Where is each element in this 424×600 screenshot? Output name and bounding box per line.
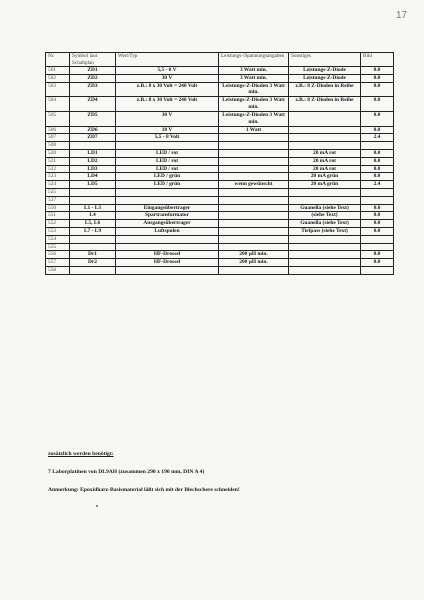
cell-bild [361, 142, 394, 150]
cell-wert [116, 142, 219, 150]
cell-nr: 503 [46, 82, 70, 97]
cell-wert: 30 V [116, 74, 219, 82]
cell-sonstiges: z.B.: 8 Z-Dioden in Reihe [289, 82, 361, 97]
cell-symbol [70, 196, 116, 204]
cell-wert: 30 V [116, 111, 219, 126]
table-row [46, 188, 394, 196]
cell-bild: 0.0 [361, 97, 394, 112]
cell-symbol [70, 235, 116, 243]
cell-symbol: LD5 [70, 181, 116, 189]
cell-leistung [219, 157, 289, 165]
cell-leistung [219, 212, 289, 220]
cell-nr: 525 [46, 188, 70, 196]
header-symbol: Symbol laut Schaltplan [70, 53, 116, 67]
table-row [46, 82, 394, 97]
cell-sonstiges: Guanella (siehe Text) [289, 220, 361, 228]
cell-bild: 0.0 [361, 251, 394, 259]
cell-wert: HF-Drossel [116, 251, 219, 259]
cell-sonstiges: 20 mA rot [289, 149, 361, 157]
cell-symbol: LD4 [70, 173, 116, 181]
note-platinen: 7 Laborplatinen von DL9AH (zusammen 290 x 190 mm, DIN A 4) [48, 469, 205, 475]
cell-sonstiges [289, 235, 361, 243]
cell-nr: 521 [46, 157, 70, 165]
cell-sonstiges [289, 266, 361, 274]
cell-symbol: Dr1 [70, 251, 116, 259]
header-bild: Bild [361, 53, 394, 67]
cell-symbol: L4 [70, 212, 116, 220]
table-row [46, 204, 394, 212]
cell-symbol: ZD5 [70, 111, 116, 126]
cell-nr: 524 [46, 181, 70, 189]
cell-leistung: 3 Watt min. [219, 74, 289, 82]
cell-nr: 522 [46, 165, 70, 173]
cell-wert: Spartransformator [116, 212, 219, 220]
cell-sonstiges [289, 259, 361, 267]
cell-bild [361, 235, 394, 243]
cell-nr: 552 [46, 220, 70, 228]
cell-sonstiges [289, 142, 361, 150]
cell-bild: 0.0 [361, 259, 394, 267]
cell-sonstiges [289, 111, 361, 126]
cell-nr: 554 [46, 235, 70, 243]
table-row [46, 67, 394, 75]
cell-nr: 502 [46, 74, 70, 82]
cell-sonstiges [289, 126, 361, 134]
cell-bild: 0.0 [361, 157, 394, 165]
cell-wert: Eingangsübertrager [116, 204, 219, 212]
cell-leistung [219, 227, 289, 235]
cell-wert [116, 188, 219, 196]
cell-leistung [219, 165, 289, 173]
table-row [46, 149, 394, 157]
stray-dot [96, 505, 98, 507]
cell-sonstiges: 20 mA rot [289, 157, 361, 165]
cell-symbol: L5, L6 [70, 220, 116, 228]
cell-sonstiges [289, 251, 361, 259]
cell-nr: 505 [46, 111, 70, 126]
cell-sonstiges: Tiefpass (siehe Text) [289, 227, 361, 235]
cell-nr: 555 [46, 243, 70, 251]
cell-wert [116, 243, 219, 251]
cell-nr: 506 [46, 126, 70, 134]
cell-symbol: L1 - L3 [70, 204, 116, 212]
cell-symbol: ZD4 [70, 97, 116, 112]
table-row [46, 235, 394, 243]
cell-wert: z.B.: 8 x 30 Volt = 240 Volt [116, 97, 219, 112]
cell-leistung: 200 µH min. [219, 251, 289, 259]
cell-wert: 5,5 - 8 Volt [116, 134, 219, 142]
cell-bild: 2.4 [361, 134, 394, 142]
cell-sonstiges: 20 mA grün [289, 181, 361, 189]
cell-nr: 527 [46, 196, 70, 204]
cell-wert: HF-Drossel [116, 259, 219, 267]
header-wert-typ: Wert/Typ [116, 53, 219, 67]
cell-bild: 0.0 [361, 212, 394, 220]
cell-symbol: ZD7 [70, 134, 116, 142]
table-row [46, 259, 394, 267]
table-row [46, 157, 394, 165]
cell-bild [361, 266, 394, 274]
cell-symbol: ZD1 [70, 67, 116, 75]
cell-bild: 0.0 [361, 111, 394, 126]
parts-list-table [45, 52, 394, 275]
cell-leistung: Leistungs-Z-Dioden 3 Watt min. [219, 111, 289, 126]
cell-wert [116, 266, 219, 274]
cell-symbol: Dr2 [70, 259, 116, 267]
cell-sonstiges: Leistungs-Z-Diode [289, 67, 361, 75]
cell-sonstiges [289, 196, 361, 204]
cell-sonstiges [289, 188, 361, 196]
page-number: 17 [396, 10, 408, 21]
cell-sonstiges: Leistungs-Z-Diode [289, 74, 361, 82]
cell-wert [116, 196, 219, 204]
table-row [46, 266, 394, 274]
table-row [46, 196, 394, 204]
cell-nr: 557 [46, 259, 70, 267]
cell-leistung: wenn gewünscht [219, 181, 289, 189]
cell-wert: Luftspulen [116, 227, 219, 235]
table-row [46, 111, 394, 126]
cell-bild: 0.0 [361, 165, 394, 173]
cell-wert: Ausgangsübertrager [116, 220, 219, 228]
cell-leistung [219, 134, 289, 142]
cell-wert: 5,5 - 8 V [116, 67, 219, 75]
cell-wert: LED / grün [116, 173, 219, 181]
cell-wert [116, 235, 219, 243]
cell-leistung [219, 142, 289, 150]
cell-bild [361, 243, 394, 251]
header-sonstiges: Sonstiges [289, 53, 361, 67]
header-leistung: Leistungs-/Spannungsangaben [219, 53, 289, 67]
cell-symbol: LD3 [70, 165, 116, 173]
cell-bild: 0.0 [361, 204, 394, 212]
table-row [46, 181, 394, 189]
cell-leistung [219, 149, 289, 157]
cell-symbol: ZD2 [70, 74, 116, 82]
cell-wert: z.B.: 8 x 30 Volt = 240 Volt [116, 82, 219, 97]
cell-symbol [70, 266, 116, 274]
cell-leistung [219, 196, 289, 204]
cell-nr: 550 [46, 204, 70, 212]
cell-symbol [70, 243, 116, 251]
cell-leistung [219, 188, 289, 196]
cell-leistung: Leistungs-Z-Dioden 3 Watt min. [219, 82, 289, 97]
cell-bild [361, 196, 394, 204]
cell-nr: 553 [46, 227, 70, 235]
cell-wert: LED / grün [116, 181, 219, 189]
cell-symbol: LD1 [70, 149, 116, 157]
cell-leistung: Leistungs-Z-Dioden 3 Watt min. [219, 97, 289, 112]
cell-sonstiges: Guanella (siehe Text) [289, 204, 361, 212]
cell-bild: 0.0 [361, 82, 394, 97]
cell-wert: LED / rot [116, 149, 219, 157]
cell-leistung: 200 µH min. [219, 259, 289, 267]
cell-sonstiges [289, 243, 361, 251]
cell-sonstiges: (siehe Text) [289, 212, 361, 220]
cell-nr: 507 [46, 134, 70, 142]
cell-leistung [219, 220, 289, 228]
cell-wert: LED / rot [116, 157, 219, 165]
cell-sonstiges: z.B.: 8 Z-Dioden in Reihe [289, 97, 361, 112]
cell-nr: 508 [46, 142, 70, 150]
cell-sonstiges: 20 mA rot [289, 165, 361, 173]
table-row [46, 227, 394, 235]
cell-symbol [70, 142, 116, 150]
table-row [46, 212, 394, 220]
cell-bild: 0.0 [361, 149, 394, 157]
table-row [46, 243, 394, 251]
note-anmerkung: Anmerkung: Epoxidharz-Basismaterial läßt sich mit der Blechschere schneiden! [48, 487, 240, 493]
cell-leistung: 1 Watt [219, 126, 289, 134]
cell-nr: 523 [46, 173, 70, 181]
table-row [46, 134, 394, 142]
cell-leistung [219, 235, 289, 243]
cell-bild: 0.0 [361, 220, 394, 228]
cell-symbol [70, 188, 116, 196]
cell-sonstiges [289, 134, 361, 142]
note-zusaetzlich: zusätzlich werden benötigt: [48, 451, 114, 457]
cell-leistung [219, 266, 289, 274]
cell-nr: 520 [46, 149, 70, 157]
cell-bild: 0.0 [361, 173, 394, 181]
table-row [46, 74, 394, 82]
cell-bild: 0.0 [361, 126, 394, 134]
cell-symbol: L7 - L9 [70, 227, 116, 235]
cell-leistung [219, 204, 289, 212]
table-row [46, 173, 394, 181]
cell-nr: 558 [46, 266, 70, 274]
cell-leistung [219, 173, 289, 181]
cell-nr: 551 [46, 212, 70, 220]
cell-bild [361, 188, 394, 196]
cell-bild: 2.4 [361, 181, 394, 189]
cell-symbol: LD2 [70, 157, 116, 165]
table-row [46, 142, 394, 150]
table-body [46, 67, 394, 275]
cell-symbol: ZD3 [70, 82, 116, 97]
cell-symbol: ZD6 [70, 126, 116, 134]
header-nr: Nr. [46, 53, 70, 67]
cell-wert: LED / rot [116, 165, 219, 173]
cell-nr: 556 [46, 251, 70, 259]
table-row [46, 251, 394, 259]
table-row [46, 97, 394, 112]
table-row [46, 220, 394, 228]
cell-leistung [219, 243, 289, 251]
cell-nr: 504 [46, 97, 70, 112]
table-header-row [46, 53, 394, 67]
table-row [46, 126, 394, 134]
cell-leistung: 3 Watt min. [219, 67, 289, 75]
table-row [46, 165, 394, 173]
cell-nr: 501 [46, 67, 70, 75]
cell-wert: 18 V [116, 126, 219, 134]
cell-bild: 0.0 [361, 67, 394, 75]
cell-sonstiges: 20 mA grün [289, 173, 361, 181]
cell-bild: 0.0 [361, 227, 394, 235]
cell-bild: 0.0 [361, 74, 394, 82]
